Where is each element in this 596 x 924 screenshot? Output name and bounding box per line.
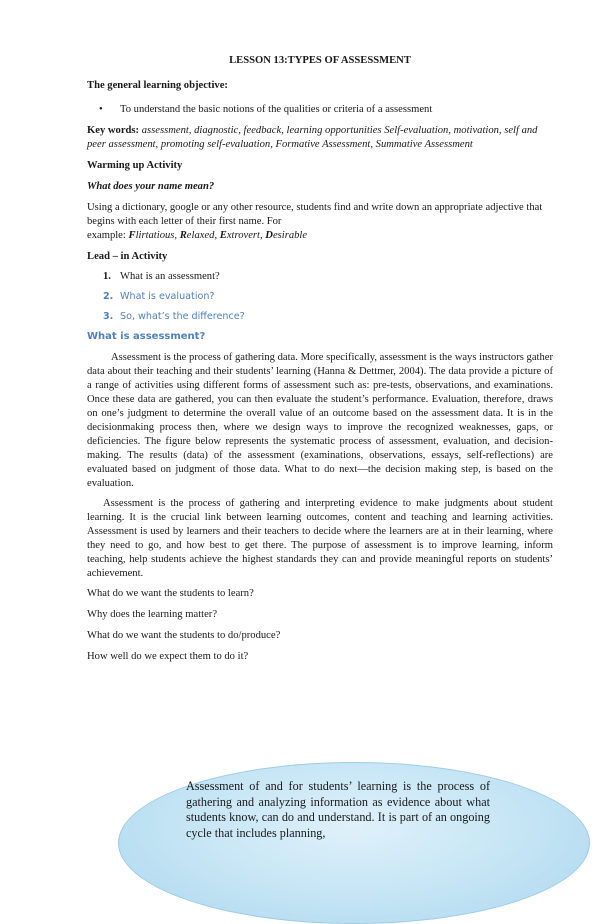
guiding-question: Why does the learning matter? xyxy=(87,609,218,620)
warming-up-question: What does your name mean? xyxy=(87,181,215,192)
document-page xyxy=(87,54,553,671)
example-word-cap: D xyxy=(265,230,273,241)
example-label: example: xyxy=(87,230,129,241)
list-item-text: What is evaluation? xyxy=(120,291,215,302)
lead-in-list xyxy=(87,270,553,324)
warming-up-instructions: Using a dictionary, google or any other resource, students find and write down an appropriate adjective that begins with each letter of their first name. For xyxy=(87,202,543,227)
list-number: 2. xyxy=(103,291,114,302)
warming-up-example xyxy=(87,229,553,243)
example-word-rest: esirable xyxy=(272,230,308,241)
keywords-text: assessment, diagnostic, feedback, learning opportunities Self-evaluation, motivation, self and peer assessment, promoting self-evaluation, Formative Assessment, Summative Assessment xyxy=(87,125,538,150)
guiding-question: What do we want the students to learn? xyxy=(87,588,254,599)
lesson-title: LESSON 13:TYPES OF ASSESSMENT xyxy=(229,55,411,66)
list-number: 1. xyxy=(103,271,111,282)
keywords-label: Key words: xyxy=(87,125,140,136)
list-item xyxy=(103,270,553,284)
bullet-icon: • xyxy=(99,104,103,115)
keywords xyxy=(87,124,553,152)
list-item xyxy=(103,310,553,324)
example-word-cap: F xyxy=(128,230,136,241)
example-word-cap: E xyxy=(219,230,227,241)
section-heading: What is assessment? xyxy=(87,331,206,342)
warming-up-heading: Warming up Activity xyxy=(87,160,183,171)
guiding-question: How well do we expect them to do it? xyxy=(87,651,249,662)
example-word-rest: elaxed, xyxy=(186,230,220,241)
guiding-question: What do we want the students to do/produce? xyxy=(87,630,281,641)
example-word-rest: xtrovert, xyxy=(226,230,266,241)
objective-bullet xyxy=(99,103,553,117)
objective-heading: The general learning objective: xyxy=(87,80,228,91)
list-item-text: So, what’s the difference? xyxy=(120,311,245,322)
list-item xyxy=(103,290,553,304)
callout-text: Assessment of and for students’ learning is the process of gathering and analyzing information as evidence about what students know, can do and understand. It is part of an ongoing cycle that includes planning, xyxy=(186,779,490,840)
example-word-rest: lirtatious, xyxy=(135,230,180,241)
section-paragraph-2: Assessment is the process of gathering and interpreting evidence to make judgments about student learning. It is the crucial link between learning outcomes, content and teaching and learning activities. Assessment is used by learners and their teachers to decide where the learners are at in their learning, where they need to go, and how best to get there. The purpose of assessment is to improve learning, inform teaching, help students achieve the highest standards they can and provide meaningful reports on students’ achievement. xyxy=(87,498,553,579)
lead-in-heading: Lead – in Activity xyxy=(87,251,168,262)
list-number: 3. xyxy=(103,311,114,322)
list-item-text: What is an assessment? xyxy=(120,271,220,282)
objective-bullet-text: To understand the basic notions of the qualities or criteria of a assessment xyxy=(120,104,433,115)
example-word-cap: R xyxy=(179,230,187,241)
section-paragraph-1: Assessment is the process of gathering data. More specifically, assessment is the ways instructors gather data about their teaching and their students’ learning (Hanna & Dettmer, 2004). The data provide a picture of a range of activities using different forms of assessment such as: pre-tests, observations, and examinations. Once these data are gathered, you can then evaluate the student’s performance. Evaluation, therefore, draws on one’s judgment to determine the overall value of an outcome based on the assessment data. It is in the decisionmaking process then, where we design ways to improve the recognized weaknesses, gaps, or deficiencies. The figure below represents the systematic process of assessment, evaluation, and decision-making. The results (data) of the assessment (examinations, observations, essays, self-reflections) are evaluated based on judgment of those data. What to do next—the decision making step, is based on the evaluation. xyxy=(87,352,553,489)
